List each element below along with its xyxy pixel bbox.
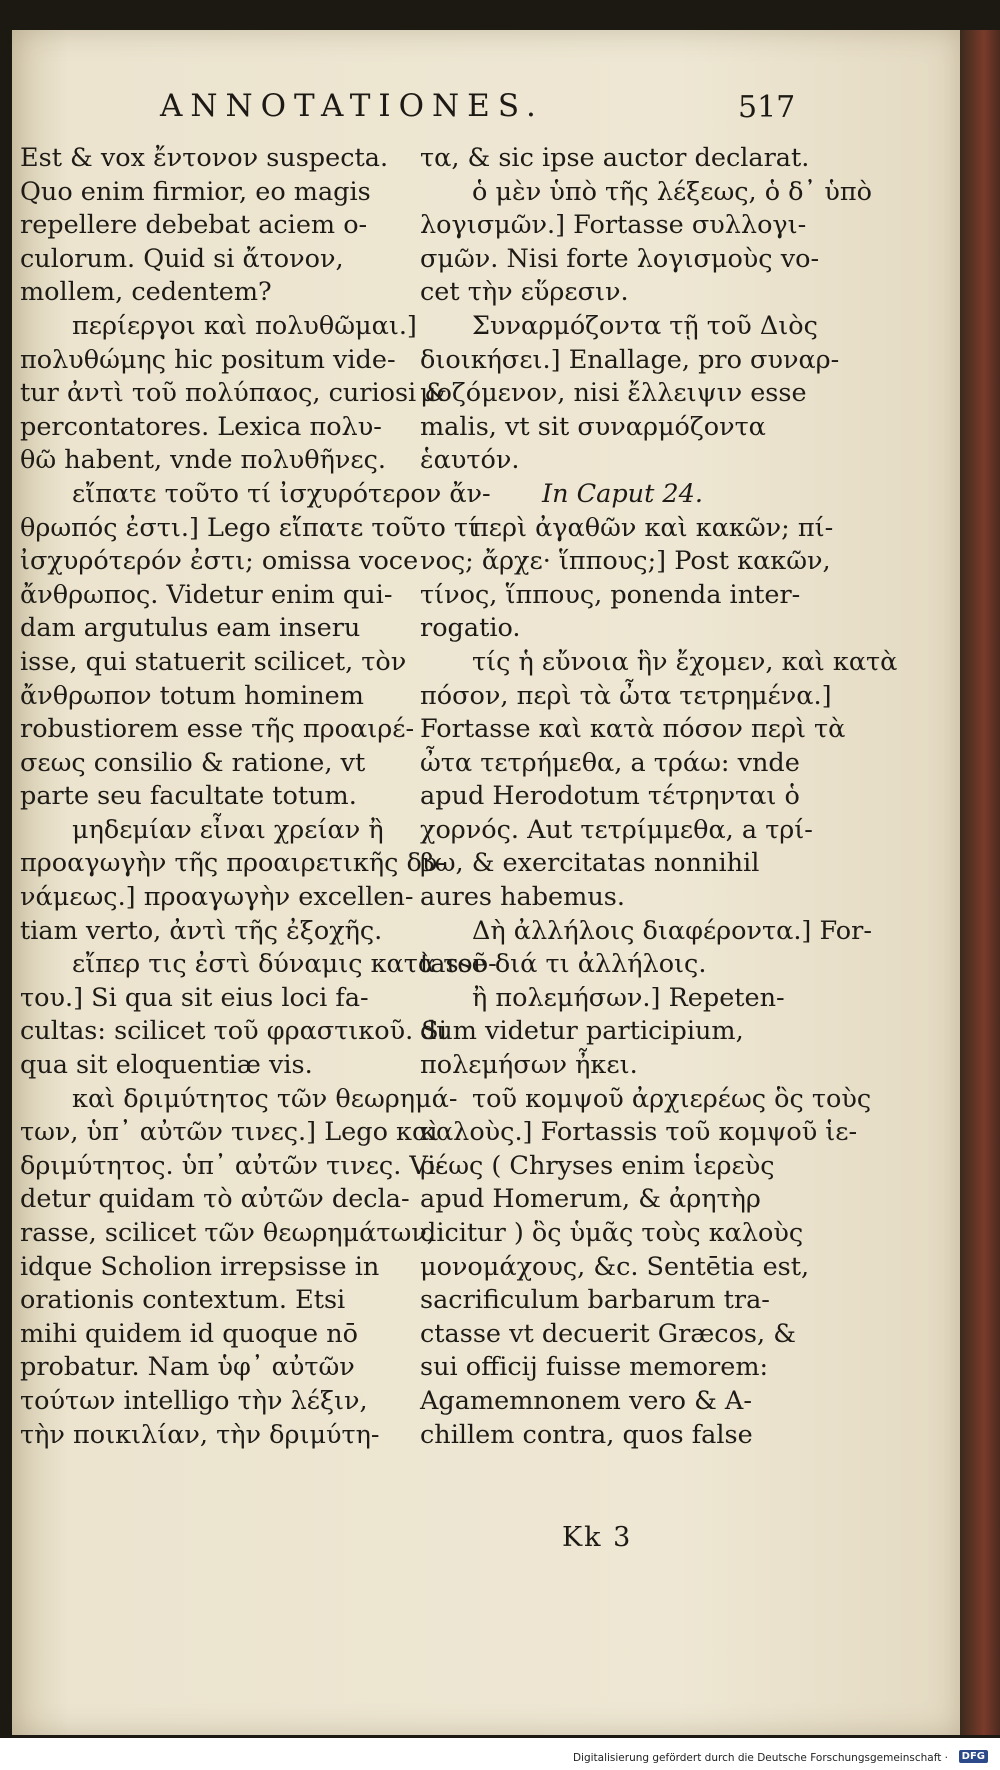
text-line: μηδεμίαν εἶναι χρείαν ἢ	[72, 814, 384, 845]
signature-mark: Kk 3	[562, 1522, 633, 1553]
text-line: τα, & sic ipse auctor declarat.	[420, 143, 810, 173]
text-line: πολυθώμης hic positum vide-	[20, 344, 396, 375]
text-line: τίς ἡ εὔνοια ἣν ἔχομεν, καὶ κατὰ	[472, 646, 898, 677]
text-line: ὦτα τετρήμεθα, a τράω: vnde	[420, 747, 800, 778]
text-line: Est & vox ἔντονον suspecta.	[20, 143, 389, 173]
text-line: τούτων intelligo τὴν λέξιν,	[20, 1385, 368, 1416]
text-line: διοικήσει.] Enallage, pro συναρ-	[420, 344, 840, 375]
text-line: rasse, scilicet τῶν θεωρημάτων,	[20, 1218, 435, 1248]
text-line: νάμεως.] προαγωγὴν excellen-	[20, 882, 414, 913]
text-line: θῶ habent, vnde πολυθῆνες.	[20, 445, 387, 476]
text-line: percontatores. Lexica πολυ-	[20, 411, 382, 442]
right-column	[420, 142, 898, 1452]
book-edge	[960, 30, 1000, 1735]
text-line: περὶ ἀγαθῶν καὶ κακῶν; πί-	[472, 512, 834, 543]
text-line: cet τὴν εὕρεσιν.	[420, 277, 629, 308]
text-line: Agamemnonem vero & A-	[420, 1385, 752, 1416]
text-line: σμῶν. Nisi forte λογισμοὺς vo-	[420, 243, 820, 274]
text-line: καλοὺς.] Fortassis τοῦ κομψοῦ ἱε-	[420, 1117, 858, 1148]
text-line: ἑαυτόν.	[420, 445, 520, 476]
text-line: περίεργοι καὶ πολυθῶμαι.]	[72, 310, 417, 341]
text-line: τὴν ποικιλίαν, τὴν δριμύτη-	[20, 1419, 380, 1450]
text-line: εἴπερ τις ἐστὶ δύναμις κατὰ τοῦ-	[72, 949, 497, 980]
text-line: dicitur ) ὃς ὑμᾶς τοὺς καλοὺς	[420, 1218, 804, 1248]
text-line: πολεμήσων ἦκει.	[420, 1050, 638, 1081]
text-line: τοῦ κομψοῦ ἀρχιερέως ὃς τοὺς	[472, 1083, 872, 1114]
text-line: θρωπός ἐστι.] Lego εἴπατε τοῦτο τί	[20, 512, 479, 543]
text-line: Fortasse καὶ κατὰ πόσον περὶ τὰ	[420, 714, 846, 745]
text-line: culorum. Quid si ἄτονον,	[20, 243, 344, 274]
text-line: ἰσχυρότερόν ἐστι; omissa voce	[20, 546, 419, 577]
text-line: apud Herodotum τέτρηνται ὁ	[420, 781, 800, 812]
text-line: detur quidam τὸ αὐτῶν decla-	[20, 1184, 410, 1215]
text-line: tasse διά τι ἀλλήλοις.	[420, 949, 707, 980]
text-line: εἴπατε τοῦτο τί ἰσχυρότερον ἄν-	[72, 478, 491, 509]
text-line: λογισμῶν.] Fortasse συλλογι-	[420, 210, 807, 241]
text-line: cultas: scilicet τοῦ φραστικοῦ. Si	[20, 1016, 447, 1047]
text-line: ρέως ( Chryses enim ἱερεὺς	[420, 1150, 775, 1181]
text-line: του.] Si qua sit eius loci fa-	[20, 982, 369, 1013]
text-line: In Caput 24.	[542, 478, 703, 509]
text-line: tur ἀντὶ τοῦ πολύπαος, curiosi &	[20, 378, 448, 409]
text-line: parte seu facultate totum.	[20, 781, 357, 812]
text-line: χορνός. Aut τετρίμμεθα, a τρί-	[420, 814, 813, 845]
running-head: ANNOTATIONES.	[160, 88, 544, 124]
text-line: repellere debebat aciem o-	[20, 210, 368, 241]
text-line: νος; ἄρχε· ἵππους;] Post κακῶν,	[420, 546, 831, 577]
text-line: idque Scholion irrepsisse in	[20, 1251, 380, 1282]
text-line: Συναρμόζοντα τῇ τοῦ Διὸς	[472, 310, 818, 341]
text-line: ἢ πολεμήσων.] Repeten-	[472, 982, 785, 1013]
dfg-logo: DFG	[959, 1750, 988, 1763]
text-line: mollem, cedentem?	[20, 277, 272, 308]
text-line: dam argutulus eam inseru	[20, 613, 361, 644]
text-line: ἄνθρωπον totum hominem	[20, 680, 364, 711]
text-line: tiam verto, ἀντὶ τῆς ἐξοχῆς.	[20, 915, 383, 946]
text-line: rogatio.	[420, 613, 521, 644]
digitization-credit: Digitalisierung gefördert durch die Deutsche Forschungsgemeinschaft ·	[572, 1752, 948, 1764]
text-line: ἄνθρωπος. Videtur enim qui-	[20, 579, 393, 610]
text-line: τίνος, ἵππους, ponenda inter-	[420, 579, 801, 610]
text-line: malis, vt sit συναρμόζοντα	[420, 411, 766, 442]
text-line: aures habemus.	[420, 882, 625, 913]
text-line: δριμύτητος. ὑπ᾽ αὐτῶν τινες. Vi-	[20, 1150, 445, 1181]
text-line: πόσον, περὶ τὰ ὦτα τετρημένα.]	[420, 680, 832, 711]
text-line: Quo enim firmior, eo magis	[20, 176, 371, 207]
text-line: Δὴ ἀλλήλοις διαφέροντα.] For-	[472, 915, 872, 946]
text-line: των, ὑπ᾽ αὐτῶν τινες.] Lego καὶ	[20, 1117, 440, 1148]
text-line: sui officij fuisse memorem:	[420, 1352, 769, 1383]
text-line: chillem contra, quos false	[420, 1419, 753, 1450]
text-line: σεως consilio & ratione, vt	[20, 747, 366, 778]
text-line: μονομάχους, &c. Sentētia est,	[420, 1251, 810, 1282]
text-line: ctasse vt decuerit Græcos, &	[420, 1318, 796, 1349]
text-line: orationis contextum. Etsi	[20, 1285, 346, 1316]
text-line: qua sit eloquentiæ vis.	[20, 1050, 313, 1081]
text-line: βω, & exercitatas nonnihil	[420, 848, 760, 879]
text-line: προαγωγὴν τῆς προαιρετικῆς δυ-	[20, 848, 446, 879]
text-line: dum videtur participium,	[420, 1016, 744, 1047]
text-line: probatur. Nam ὑφ᾽ αὐτῶν	[20, 1352, 355, 1383]
text-line: mihi quidem id quoque nō	[20, 1318, 359, 1349]
text-line: ὁ μὲν ὑπὸ τῆς λέξεως, ὁ δ᾽ ὑπὸ	[472, 176, 873, 207]
text-line: sacrificulum barbarum tra-	[420, 1285, 770, 1316]
page-number: 517	[738, 90, 796, 125]
text-line: isse, qui statuerit scilicet, τὸν	[20, 646, 407, 677]
text-line: μοζόμενον, nisi ἔλλειψιν esse	[420, 378, 807, 409]
text-line: apud Homerum, & ἀρητὴρ	[420, 1184, 761, 1215]
text-line: robustiorem esse τῆς προαιρέ-	[20, 714, 415, 745]
text-line: καὶ δριμύτητος τῶν θεωρημά-	[72, 1083, 458, 1114]
